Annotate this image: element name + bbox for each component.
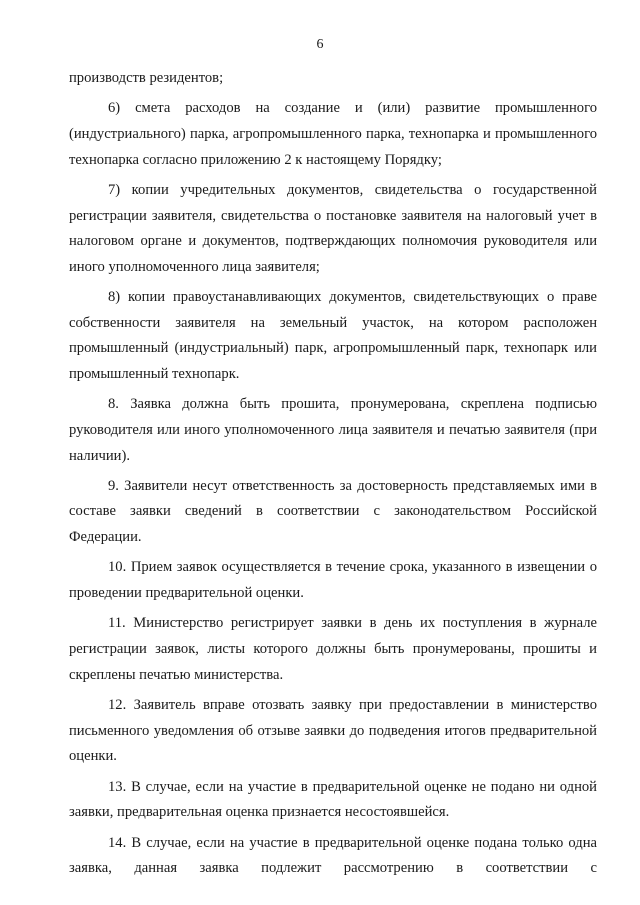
paragraph-clause-11-registration: 11. Министерство регистрирует заявки в день их поступления в журнале регистрации заявок, листы которого должны быть пронумерованы, прошиты и скреплены печатью министерства. xyxy=(69,615,597,683)
paragraph-clause-13-no-applications: 13. В случае, если на участие в предварительной оценке не подано ни одной заявки, предварительная оценка признается несостоявшейся. xyxy=(69,778,597,821)
paragraph-clause-8-application-binding: 8. Заявка должна быть прошита, пронумерована, скреплена подписью руководителя или иного уполномоченного лица заявителя и печатью заявителя (при наличии). xyxy=(69,396,597,464)
page-number: 6 xyxy=(316,37,324,52)
paragraph-item-8-title-documents: 8) копии правоустанавливающих документов, свидетельствующих о праве собственности заявителя на земельный участок, на котором расположен промышленный (индустриальный) парк, агропромышленный парк, технопарк или промышленный технопарк. xyxy=(69,289,597,382)
paragraph-clause-10-application-period: 10. Прием заявок осуществляется в течение срока, указанного в извещении о проведении предварительной оценки. xyxy=(69,559,597,602)
paragraph-item-7-founding-documents: 7) копии учредительных документов, свидетельства о государственной регистрации заявителя, свидетельства о постановке заявителя на налоговый учет в налоговом органе и документов, подтверждающих полномочия руководителя или иного уполномоченного лица заявителя; xyxy=(69,181,597,275)
paragraph-clause-9-applicant-responsibility: 9. Заявители несут ответственность за достоверность представляемых ими в составе заявки сведений в соответствии с законодательством Российской Федерации. xyxy=(69,477,597,546)
document-body xyxy=(69,66,597,887)
paragraph-clause-12-withdrawal: 12. Заявитель вправе отозвать заявку при предоставлении в министерство письменного уведомления об отзыве заявки до подведения итогов предварительной оценки. xyxy=(69,697,597,765)
paragraph-item-6-cost-estimate: 6) смета расходов на создание и (или) развитие промышленного (индустриального) парка, агропромышленного парка, технопарка и промышленного технопарка согласно приложению 2 к настоящему Порядку; xyxy=(69,100,597,168)
paragraph-residents-continuation: производств резидентов; xyxy=(69,70,224,86)
paragraph-clause-14-single-application: 14. В случае, если на участие в предварительной оценке подана только одна заявка, данная заявка подлежит рассмотрению в соответствии с xyxy=(69,834,597,877)
